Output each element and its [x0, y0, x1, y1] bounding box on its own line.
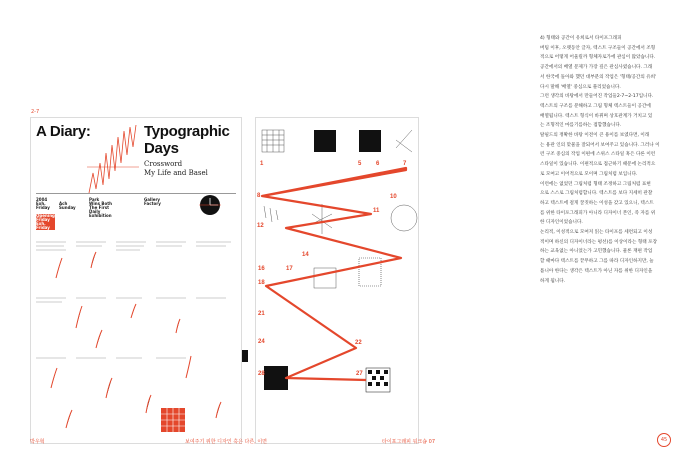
article-line: 배열됩니다. 텍스트 형식이 바뀌며 상호관계가 거치고 있	[540, 113, 653, 119]
thumb-number: 27	[356, 371, 363, 377]
article-text	[540, 34, 680, 286]
article-line: 는 용관 인의 맞물을 잘되어서 보여주고 있습니다. 그러나 이	[540, 142, 660, 148]
poster-subtitle-2: My Life and Basel	[144, 169, 208, 177]
poster-info-col-2: Ach Sunday	[59, 201, 76, 210]
footer-author: 박우혁	[30, 439, 45, 445]
poster-info-col-4: Gallery Factory	[144, 197, 161, 206]
article-line: 버팀 이후, 오랫동안 글자, 텍스트 구조들이 공간에서 조형	[540, 45, 656, 51]
thumb-number: 11	[373, 208, 380, 214]
thumb-number: 28	[258, 371, 265, 377]
article-line: 그런 생각의 바탕에서 만들어진 작업들2-7~2-17입니다.	[540, 94, 654, 100]
thumb-number: 16	[258, 266, 265, 272]
poster-subtitle-1: Crossword	[144, 160, 183, 168]
left-poster	[30, 117, 242, 444]
poster-red-block: Opening Friday Exh. Friday	[36, 213, 55, 230]
article-line: 할 때마다 텍스트를 끝무하고 그를 따라 디자인하지만, 늘	[540, 259, 654, 265]
article-line: 텍스트의 구조를 분해하고 그림 형체 텍스트들이 공간에	[540, 103, 651, 109]
poster-title-right-2: Days	[144, 140, 179, 157]
article-line: 하는 교육없는 아니었는가 고민했습니다. 물론 재편 작업	[540, 249, 653, 255]
thumb-number: 8	[257, 193, 261, 199]
article-line: 으로 스스로 그림처럼합니다. 텍스트를 보다 지세히 관찰	[540, 191, 653, 197]
poster-text-texture	[36, 238, 236, 438]
thumb-number: 12	[257, 223, 264, 229]
article-line: 틀니아 한다는 생각은 텍스트가 아닌 자를 위한 디자인을	[540, 268, 653, 274]
article-body	[540, 44, 680, 287]
article-line: 이런에는 없었던 그림처럼 형태 조정하고 그림처럼 표현	[540, 181, 651, 187]
thumb-number: 6	[376, 161, 380, 167]
article-line: 적으로 어떻게 어울릴까 형체자로가에 관심이 많았습니다.	[540, 55, 656, 61]
poster-title-left: A Diary:	[36, 123, 91, 140]
article-line: 공간에서의 배열 문제가 가장 깊은 관심사였습니다. 그래	[540, 65, 653, 71]
article-line: 런 구조 중심의 작업 이편에 스위스 스타일 혹은 다른 이런	[540, 152, 656, 158]
footer-book-title: 보여주기 위한 디자인 혹은 다른, 이면	[185, 439, 267, 445]
thumb-number: 18	[258, 280, 265, 286]
spine-gutter	[242, 350, 248, 362]
thumb-number: 7	[403, 161, 407, 167]
thumb-number: 5	[358, 161, 362, 167]
thumbnail-grid	[256, 118, 418, 443]
article-line: 논리적, 이성적으로 모여져 읽는 타이포를 세련되고 이성	[540, 230, 653, 236]
article-line: 다시 말해 '배열' 중심으로 풀리었습니다.	[540, 84, 621, 90]
article-line: 스타일이 있습니다. 이편적으로 접근하기 때문에 논리적으	[540, 162, 656, 168]
article-line: 서 한국에 돌아와 했던 대부분의 작업은 '형태/공간의 유희'	[540, 74, 657, 80]
poster-title-right-1: Typographic	[144, 123, 230, 140]
article-line: 적이며 하신의 디자이너라는 평선)를 이상이라는 형태 포장	[540, 239, 658, 245]
thumb-number: 24	[258, 339, 265, 345]
poster-clock-graphic	[199, 194, 221, 216]
article-line: 한 디자인이었습니다.	[540, 220, 583, 226]
page-number-badge: 45	[657, 433, 671, 447]
thumb-number: 14	[302, 252, 309, 258]
poster-info-col-1: 2004 Exh. Friday	[36, 197, 50, 210]
footer-series: 타이포그래피 워크숍 07	[382, 439, 436, 445]
section-marker: 2-7	[31, 109, 40, 115]
article-line: 하고 텍스트에 걸게 꿀짓하는 이성을 갖고 있으니, 텍스트	[540, 200, 654, 206]
poster-zigzag-graphic	[87, 123, 139, 195]
article-line: 는 조형적인 마를기를하는 접합했습니다.	[540, 123, 622, 129]
right-poster	[255, 117, 419, 444]
article-heading: 4) 형태와 공간이 유희로서 타이포그래피	[540, 36, 622, 41]
article-line: 탈필드의 정확한 바탕 이전이 큰 용이를 보였다면, 이래	[540, 133, 650, 139]
article-line: 하게 됩니다.	[540, 278, 566, 284]
article-line: 를 위한 타이포그래피가 아니라 디자이너 본인, 즉 자를 위	[540, 210, 656, 216]
thumb-number: 21	[258, 311, 265, 317]
thumb-number: 1	[260, 161, 264, 167]
article-line: 로 모여고 이어적으로 모이며 그림처럼 보입니다.	[540, 171, 638, 177]
thumb-number: 10	[390, 194, 397, 200]
thumb-number: 22	[355, 340, 362, 346]
thumb-number: 17	[286, 266, 293, 272]
poster-info-col-3: Park Wins Both The First Daily Exhibition	[89, 197, 112, 218]
